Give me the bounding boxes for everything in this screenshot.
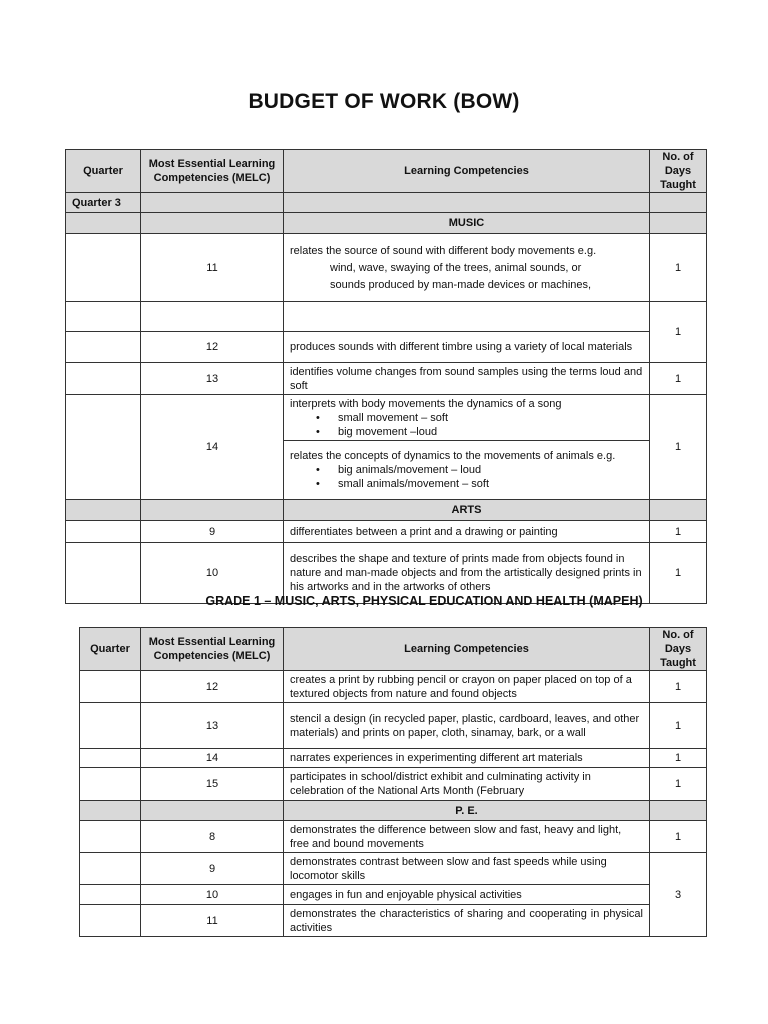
table-row [80, 768, 707, 801]
bow-table-1 [65, 149, 707, 604]
section-row-pe [80, 801, 707, 821]
competency-text: demonstrates the difference between slow and fast, heavy and light, free and bound movements [284, 821, 650, 853]
header-competencies: Learning Competencies [284, 628, 650, 671]
competency-text: stencil a design (in recycled paper, plastic, cardboard, leaves, and other materials) and prints on paper, cloth, sinamay, bark, or a wall [284, 703, 650, 749]
melc-number: 13 [141, 703, 284, 749]
melc-number: 10 [141, 543, 284, 604]
melc-number: 9 [141, 853, 284, 885]
days-taught: 1 [650, 671, 707, 703]
header-quarter: Quarter [80, 628, 141, 671]
melc-number: 11 [141, 234, 284, 302]
page-title: BUDGET OF WORK (BOW) [248, 90, 520, 113]
melc-number: 12 [141, 671, 284, 703]
section-arts: ARTS [284, 500, 650, 521]
days-taught: 1 [650, 395, 707, 500]
table-row [80, 885, 707, 905]
melc-number: 11 [141, 905, 284, 937]
days-taught: 1 [650, 768, 707, 801]
table-row [66, 332, 707, 363]
melc-number: 15 [141, 768, 284, 801]
section-pe: P. E. [284, 801, 650, 821]
header-melc: Most Essential Learning Competencies (MELC) [141, 150, 284, 193]
melc-number: 12 [141, 332, 284, 363]
days-taught: 1 [650, 703, 707, 749]
section-row-arts [66, 500, 707, 521]
melc-number: 10 [141, 885, 284, 905]
competency-text: narrates experiences in experimenting different art materials [284, 749, 650, 768]
header-row [80, 628, 707, 671]
competency-text: produces sounds with different timbre using a variety of local materials [284, 332, 650, 363]
competency-text: demonstrates contrast between slow and fast speeds while using locomotor skills [284, 853, 650, 885]
competency-text: relates the source of sound with different body movements e.g. wind, wave, swaying of the trees, animal sounds, or sounds produced by man-made devices or machines, [284, 234, 650, 302]
days-taught: 1 [650, 521, 707, 543]
table-row [66, 302, 707, 332]
header-melc: Most Essential Learning Competencies (MELC) [141, 628, 284, 671]
table-row [66, 363, 707, 395]
table-row [80, 703, 707, 749]
header-row [66, 150, 707, 193]
header-quarter: Quarter [66, 150, 141, 193]
table-row [80, 821, 707, 853]
header-days: No. of Days Taught [650, 150, 707, 193]
melc-number: 14 [141, 749, 284, 768]
table-row [80, 671, 707, 703]
subtitle: GRADE 1 – MUSIC, ARTS, PHYSICAL EDUCATION AND HEALTH (MAPEH) [205, 594, 643, 608]
quarter-row [66, 193, 707, 213]
section-music: MUSIC [284, 213, 650, 234]
competency-text: participates in school/district exhibit and culminating activity in celebration of the National Arts Month (February [284, 768, 650, 801]
header-days: No. of Days Taught [650, 628, 707, 671]
melc-number: 9 [141, 521, 284, 543]
competency-text: relates the concepts of dynamics to the movements of animals e.g. • big animals/movement – loud • small animals/movement – soft [284, 441, 650, 500]
days-taught: 1 [650, 821, 707, 853]
quarter-label: Quarter 3 [66, 193, 141, 213]
days-taught: 1 [650, 749, 707, 768]
table-row [66, 521, 707, 543]
competency-text: demonstrates the characteristics of sharing and cooperating in physical activities [284, 905, 650, 937]
melc-number: 8 [141, 821, 284, 853]
melc-number: 14 [141, 395, 284, 500]
table-row [80, 853, 707, 885]
competency-text: engages in fun and enjoyable physical activities [284, 885, 650, 905]
table-row [80, 905, 707, 937]
competency-text: describes the shape and texture of prints made from objects found in nature and man-made objects and from the artistically designed prints in his artworks and in the artworks of others [284, 543, 650, 604]
table-row [66, 234, 707, 302]
table-row [66, 395, 707, 441]
melc-number: 13 [141, 363, 284, 395]
days-taught: 1 [650, 234, 707, 302]
table-row [80, 749, 707, 768]
header-competencies: Learning Competencies [284, 150, 650, 193]
days-taught: 1 [650, 363, 707, 395]
section-row-music [66, 213, 707, 234]
competency-text: identifies volume changes from sound samples using the terms loud and soft [284, 363, 650, 395]
competency-text: differentiates between a print and a drawing or painting [284, 521, 650, 543]
bow-table-2 [79, 627, 707, 937]
competency-text: creates a print by rubbing pencil or crayon on paper placed on top of a textured objects from nature and found objects [284, 671, 650, 703]
competency-text: interprets with body movements the dynamics of a song • small movement – soft • big movement –loud [284, 395, 650, 441]
days-taught: 1 [650, 543, 707, 604]
days-taught: 3 [650, 853, 707, 937]
days-taught: 1 [650, 302, 707, 363]
